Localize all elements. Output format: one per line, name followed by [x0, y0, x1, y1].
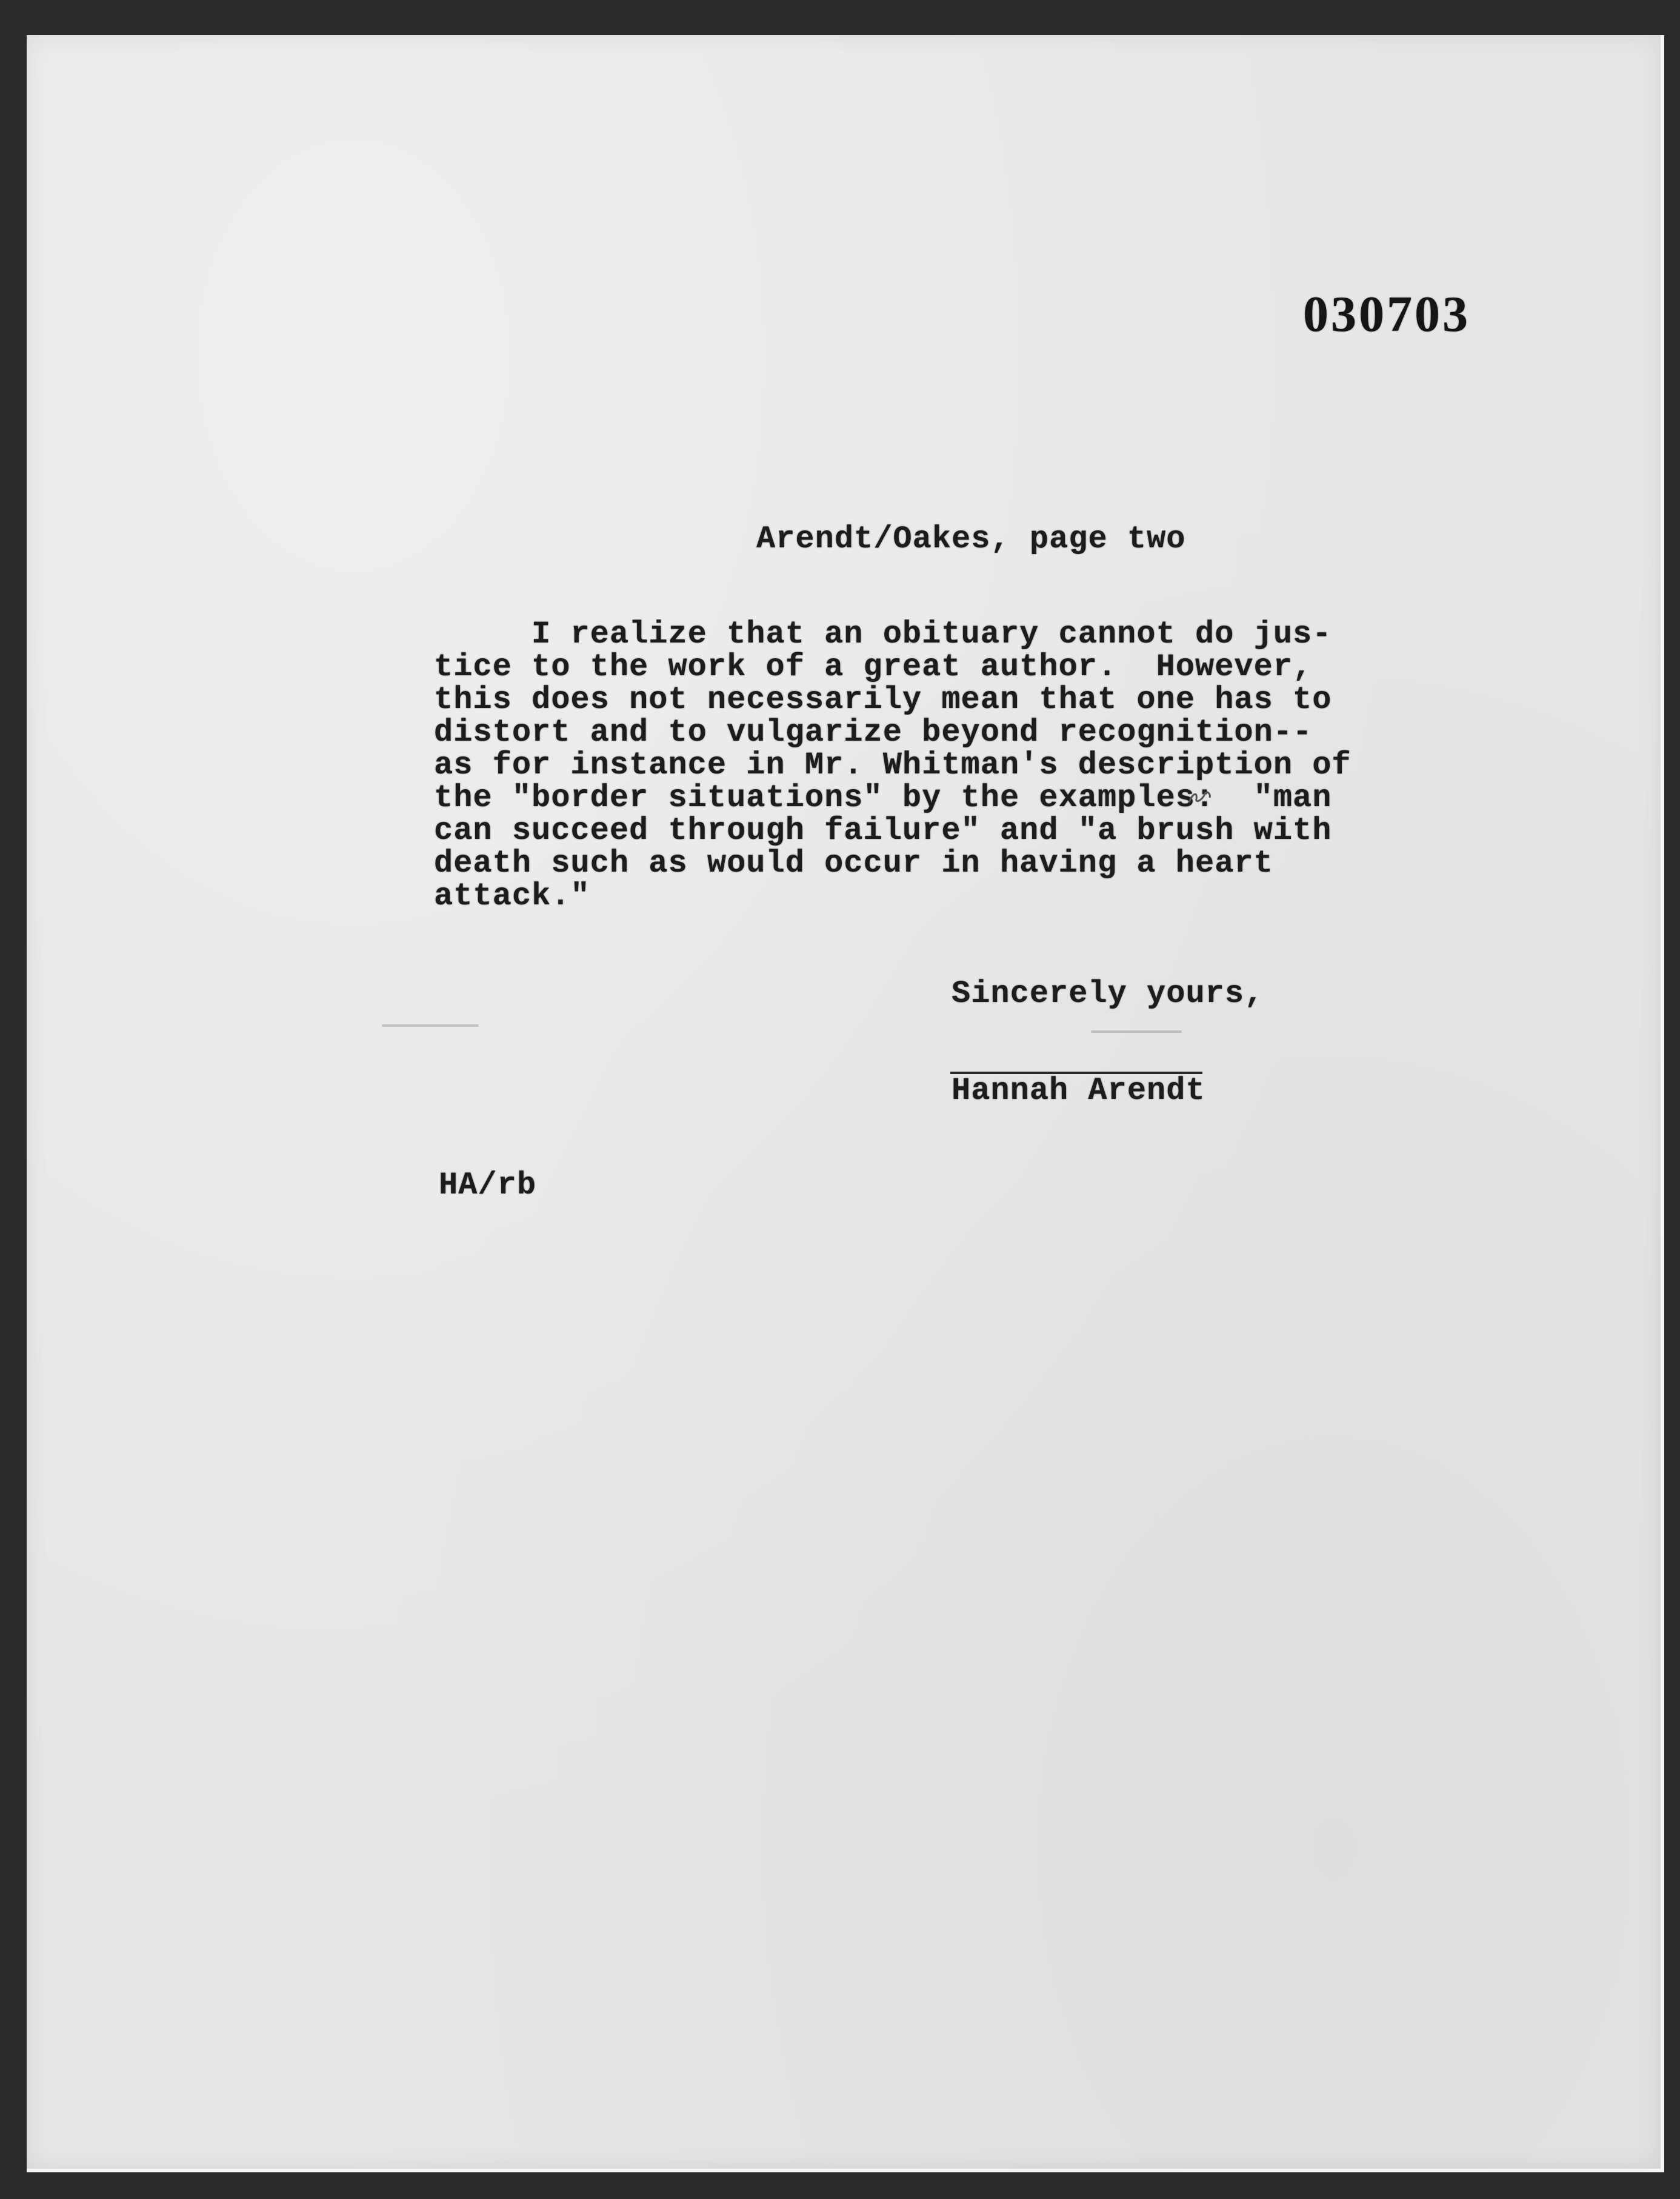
faint-mark: [1091, 1030, 1182, 1033]
letter-body: [434, 618, 1352, 913]
body-line: the "border situations" by the examples: "man: [434, 780, 1332, 816]
body-line: tice to the work of a great author. However,: [434, 649, 1313, 685]
letter-page: [27, 35, 1664, 2172]
body-line: can succeed through failure" and "a brush with: [434, 813, 1332, 849]
closing-salutation: Sincerely yours,: [952, 976, 1264, 1012]
body-line: as for instance in Mr. Whitman's description of: [434, 747, 1352, 783]
letter-header: Arendt/Oakes, page two: [756, 521, 1186, 557]
document-number: 030703: [1303, 286, 1470, 342]
handwritten-correction-mark: [1187, 788, 1213, 806]
reference-initials: HA/rb: [439, 1167, 537, 1203]
body-line: this does not necessarily mean that one has to: [434, 682, 1332, 718]
body-line: attack.": [434, 878, 590, 914]
typed-signature: Hannah Arendt: [952, 1073, 1205, 1109]
body-line: I realize that an obituary cannot do jus-: [434, 616, 1332, 652]
body-line: distort and to vulgarize beyond recognition--: [434, 715, 1313, 750]
faint-mark: [382, 1024, 479, 1027]
body-line: death such as would occur in having a heart: [434, 846, 1273, 881]
